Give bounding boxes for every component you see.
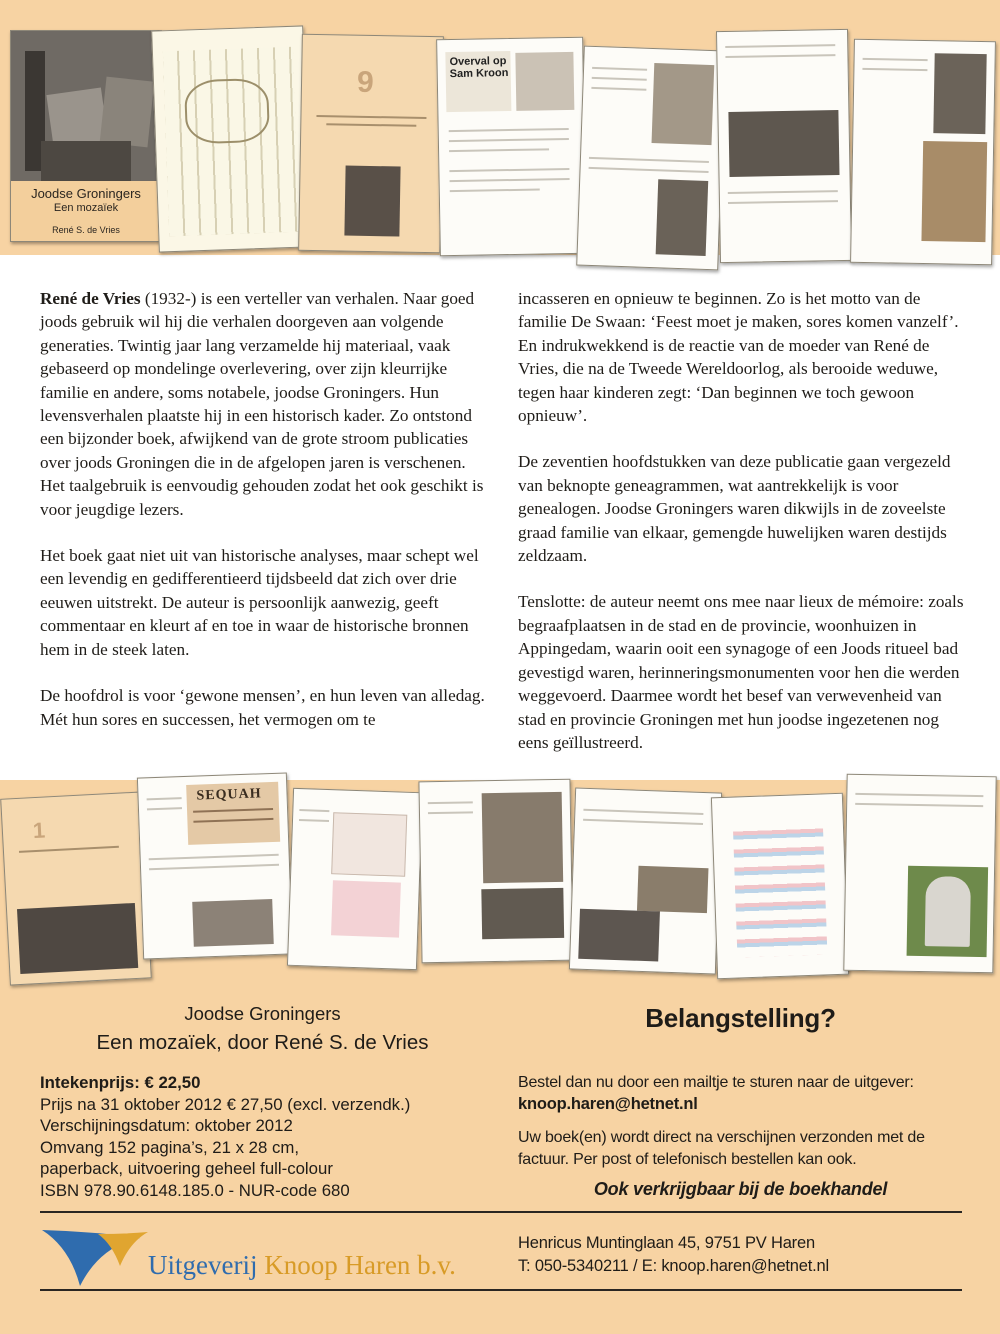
family-photo-page-thumbnail	[716, 29, 852, 263]
poster-page-thumbnail	[137, 772, 293, 959]
book-details	[40, 1072, 410, 1202]
cover-author: René S. de Vries	[52, 225, 120, 235]
photo-collage-page-thumbnail	[850, 39, 996, 265]
chapter-number: 9	[356, 65, 375, 100]
publisher-logo-part1: Uitgeverij	[148, 1250, 258, 1280]
news-headline-line2: Sam Kroon	[449, 67, 509, 81]
document-page-thumbnail	[287, 788, 423, 970]
author-name: René de Vries	[40, 289, 141, 308]
publisher-logo-text	[148, 1250, 456, 1281]
chapter-number: 1	[32, 817, 46, 844]
description-paragraph	[40, 287, 490, 521]
publisher-address: Henricus Muntinglaan 45, 9751 PV Haren	[518, 1234, 815, 1252]
newspaper-page-thumbnail	[436, 37, 587, 257]
chapter-cover-thumbnail	[0, 791, 152, 985]
chapter-page-thumbnail	[298, 34, 444, 253]
publisher-logo-part2: Knoop Haren b.v.	[264, 1250, 456, 1280]
gravestone-page-thumbnail	[843, 774, 996, 974]
portrait-page-thumbnail	[418, 779, 573, 964]
bookstore-note: Ook verkrijgbaar bij de boekhandel	[593, 1179, 888, 1199]
divider-top	[40, 1211, 962, 1213]
order-email-link[interactable]: knoop.haren@hetnet.nl	[518, 1095, 698, 1113]
presale-label: Intekenprijs:	[40, 1073, 140, 1092]
description-right-column	[518, 287, 973, 777]
publisher-contact: T: 050-5340211 / E: knoop.haren@hetnet.nl	[518, 1257, 829, 1275]
description-left-column	[40, 287, 490, 754]
publication-date-line: Verschijningsdatum: oktober 2012	[40, 1116, 293, 1136]
order-instruction: Bestel dan nu door een mailtje te sturen naar de uitgever:	[518, 1074, 914, 1091]
family-tree-page-thumbnail	[711, 793, 849, 979]
cover-subtitle: Een mozaïek	[53, 202, 119, 214]
book-subtitle: Een mozaïek, door René S. de Vries	[96, 1031, 429, 1054]
description-paragraph: Tenslotte: de auteur neemt ons mee naar lieux de mémoire: zoals begraafplaatsen in de stad en de provincie, woonhuizen in Appingedam, waarin ooit een synagoge of een Joods ritueel bad gevestigd waren, herinneringsmonumenten voor hen die werden weggevoerd. Daarmee wordt het besef van verwevenheid van stad en provincie Groningen met hun joodse ingezetenen nog eens geïllustreerd.	[518, 592, 964, 752]
size-line: Omvang 152 pagina’s, 21 x 28 cm,	[40, 1137, 300, 1157]
book-title: Joodse Groningers	[184, 1003, 341, 1024]
news-headline-line1: Overval op	[449, 55, 507, 69]
map-page-thumbnail	[151, 25, 311, 252]
poster-text: SEQUAH	[196, 786, 262, 804]
shipping-note: Uw boek(en) wordt direct na verschijnen verzonden met de factuur. Per post of telefonisch bestellen kan ook.	[518, 1129, 925, 1168]
news-headline	[449, 55, 508, 80]
paragraph-text: is een verteller van verhalen. Naar goed joods gebruik wil hij die verhalen doorgeven aan volgende generaties. Twintig jaar lang verzamelde hij materiaal, vaak gebaseerd op mondelinge overlevering, over zijn kleurrijke familie en andere, soms notabele, joodse Groningers. Hun levensverhalen plaatste hij in een historisch kader. Zo ontstond een bijzonder boek, afwijkend van de grote stroom publicaties over joods Groningen die in de afgelopen jaren is verschenen.	[40, 289, 475, 472]
isbn-line: ISBN 978.90.6148.185.0 - NUR-code 680	[40, 1180, 350, 1200]
cover-title: Joodse Groningers	[31, 186, 141, 201]
binding-line: paperback, uitvoering geheel full-colour	[40, 1159, 333, 1179]
publisher-logo-mark	[40, 1228, 150, 1288]
description-paragraph: De hoofdrol is voor ‘gewone mensen’, en hun leven van alledag. Mét hun sores en successen, het vermogen om te	[40, 686, 485, 729]
presale-price-line	[40, 1072, 410, 1094]
divider-bottom	[40, 1289, 962, 1291]
order-heading: Belangstelling?	[645, 1003, 836, 1033]
portrait-photo	[344, 166, 400, 237]
author-years: (1932-)	[140, 289, 197, 308]
book-cover-thumbnail	[10, 30, 162, 242]
price-after-line: Prijs na 31 oktober 2012 € 27,50 (excl. verzendk.)	[40, 1094, 411, 1114]
description-paragraph: incasseren en opnieuw te beginnen. Zo is het motto van de familie De Swaan: ‘Feest moet je maken, sores komen vanzelf’. En indrukwekkend is de reactie van de moeder van René de Vries, die na de Tweede Wereldoorlog, als berooide weduwe, tegen haar kinderen zegt: ‘Dan beginnen we toch gewoon opnieuw’.	[518, 289, 959, 426]
paragraph-text: Het taalgebruik is eenvoudig gehouden zodat het ook geschikt is voor jeugdige lezers.	[40, 476, 484, 519]
ship-page-thumbnail	[569, 787, 722, 974]
building-page-thumbnail	[576, 46, 726, 271]
presale-price: € 22,50	[144, 1073, 201, 1092]
description-paragraph: De zeventien hoofdstukken van deze publicatie gaan vergezeld van beknopte geneagrammen, wat aantrekkelijk is voor genealogen. Joodse Groningers waren dikwijls in de zoveelste graad familie van elkaar, gemengde huwelijken waren destijds zeldzaam.	[518, 452, 951, 566]
description-paragraph: Het boek gaat niet uit van historische analyses, maar schept wel een levendig en gedifferentieerd tijdsbeeld dat zich over drie eeuwen uitstrekt. De auteur is persoonlijk aanwezig, geeft commentaar en kleurt af en toe in waar de historische bronnen hem in de steek laten.	[40, 546, 479, 659]
